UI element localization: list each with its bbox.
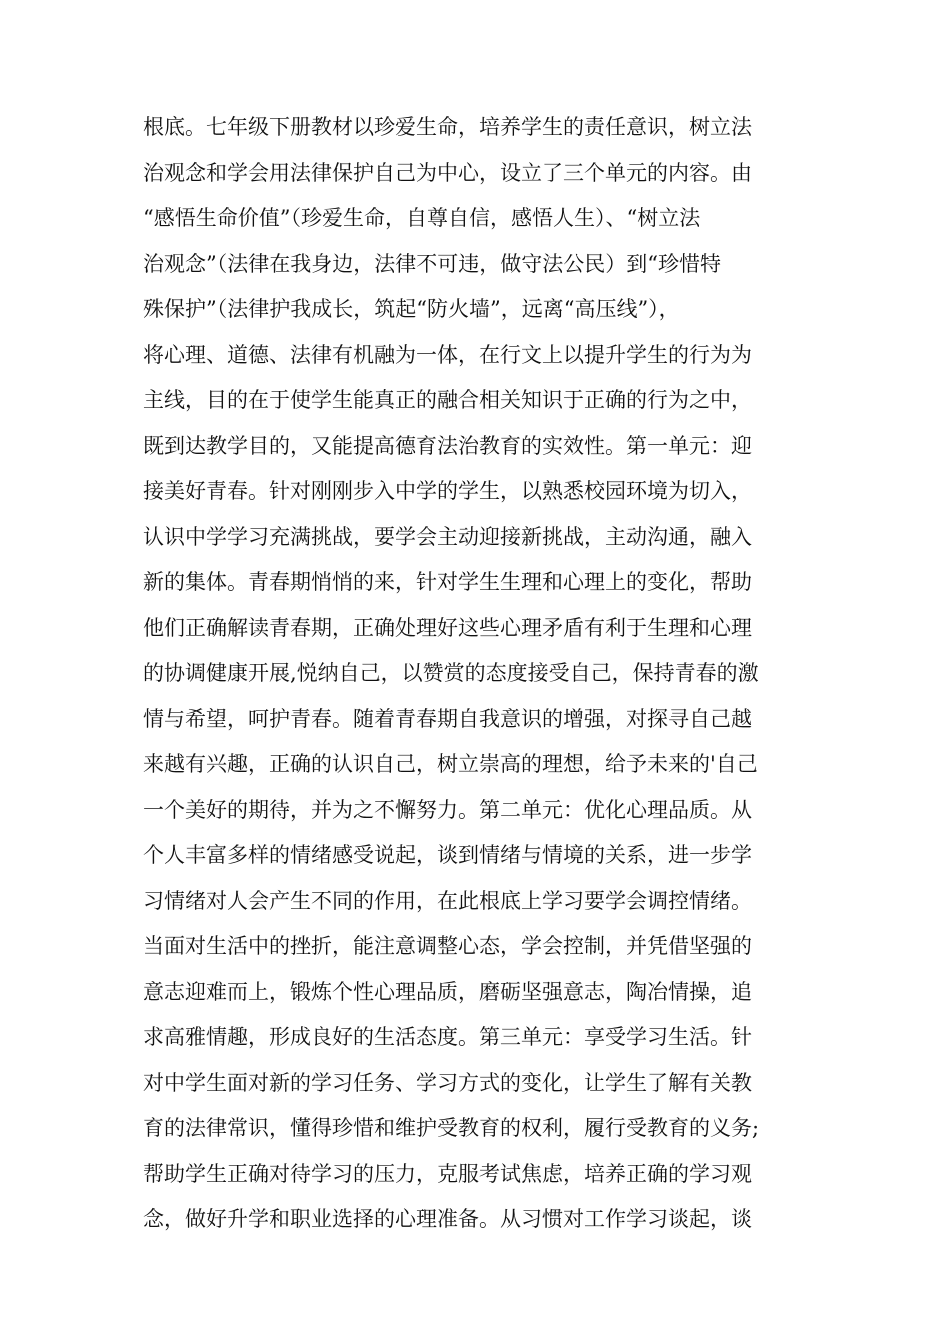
text-line: 念，做好升学和职业选择的心理准备。从习惯对工作学习谈起，谈 xyxy=(143,1207,752,1231)
text-line: 意志迎难而上，锻炼个性心理品质，磨砺坚强意志，陶冶情操，追 xyxy=(143,979,752,1004)
text-line: 情与希望，呵护青春。随着青春期自我意识的增强，对探寻自己越 xyxy=(143,706,752,731)
body-text xyxy=(143,105,813,1243)
text-line: 治观念”（法律在我身边，法律不可违，做守法公民）到“珍惜特 xyxy=(143,251,721,276)
text-line: 求高雅情趣，形成良好的生活态度。第三单元：享受学习生活。针 xyxy=(143,1025,752,1049)
text-line: 主线，目的在于使学生能真正的融合相关知识于正确的行为之中， xyxy=(143,388,752,412)
text-line: 习情绪对人会产生不同的作用，在此根底上学习要学会调控情绪。 xyxy=(143,888,752,913)
text-line: 根底。七年级下册教材以珍爱生命，培养学生的责任意识，树立法 xyxy=(143,115,752,139)
text-line: 来越有兴趣，正确的认识自己，树立崇高的理想，给予未来的'自己 xyxy=(143,752,758,776)
text-line: 育的法律常识，懂得珍惜和维护受教育的权利，履行受教育的义务; xyxy=(143,1116,760,1140)
text-line: 他们正确解读青春期，正确处理好这些心理矛盾有利于生理和心理 xyxy=(143,615,752,640)
text-line: 一个美好的期待，并为之不懈努力。第二单元：优化心理品质。从 xyxy=(143,797,752,822)
text-line: 的协调健康开展,悦纳自己，以赞赏的态度接受自己，保持青春的激 xyxy=(143,661,759,685)
text-line: 殊保护”（法律护我成长，筑起“防火墙”，远离“高压线”）， xyxy=(143,297,680,321)
text-line: 认识中学学习充满挑战，要学会主动迎接新挑战，主动沟通，融入 xyxy=(143,524,752,549)
text-line: 接美好青春。针对刚刚步入中学的学生，以熟悉校园环境为切入， xyxy=(143,479,752,503)
text-line: 个人丰富多样的情绪感受说起，谈到情绪与情境的关系，进一步学 xyxy=(143,843,752,867)
text-line: 新的集体。青春期悄悄的来，针对学生生理和心理上的变化，帮助 xyxy=(143,570,752,594)
text-line: 对中学生面对新的学习任务、学习方式的变化，让学生了解有关教 xyxy=(143,1070,752,1095)
text-line: 当面对生活中的挫折，能注意调整心态，学会控制，并凭借坚强的 xyxy=(143,934,752,958)
text-line: 帮助学生正确对待学习的压力，克服考试焦虑，培养正确的学习观 xyxy=(143,1161,752,1186)
text-line: “感悟生命价值”（珍爱生命，自尊自信，感悟人生）、“树立法 xyxy=(143,206,701,230)
text-line: 治观念和学会用法律保护自己为中心，设立了三个单元的内容。由 xyxy=(143,160,752,185)
text-line: 将心理、道德、法律有机融为一体，在行文上以提升学生的行为为 xyxy=(143,342,752,367)
text-line: 既到达教学目的，又能提高德育法治教育的实效性。第一单元：迎 xyxy=(143,433,752,458)
